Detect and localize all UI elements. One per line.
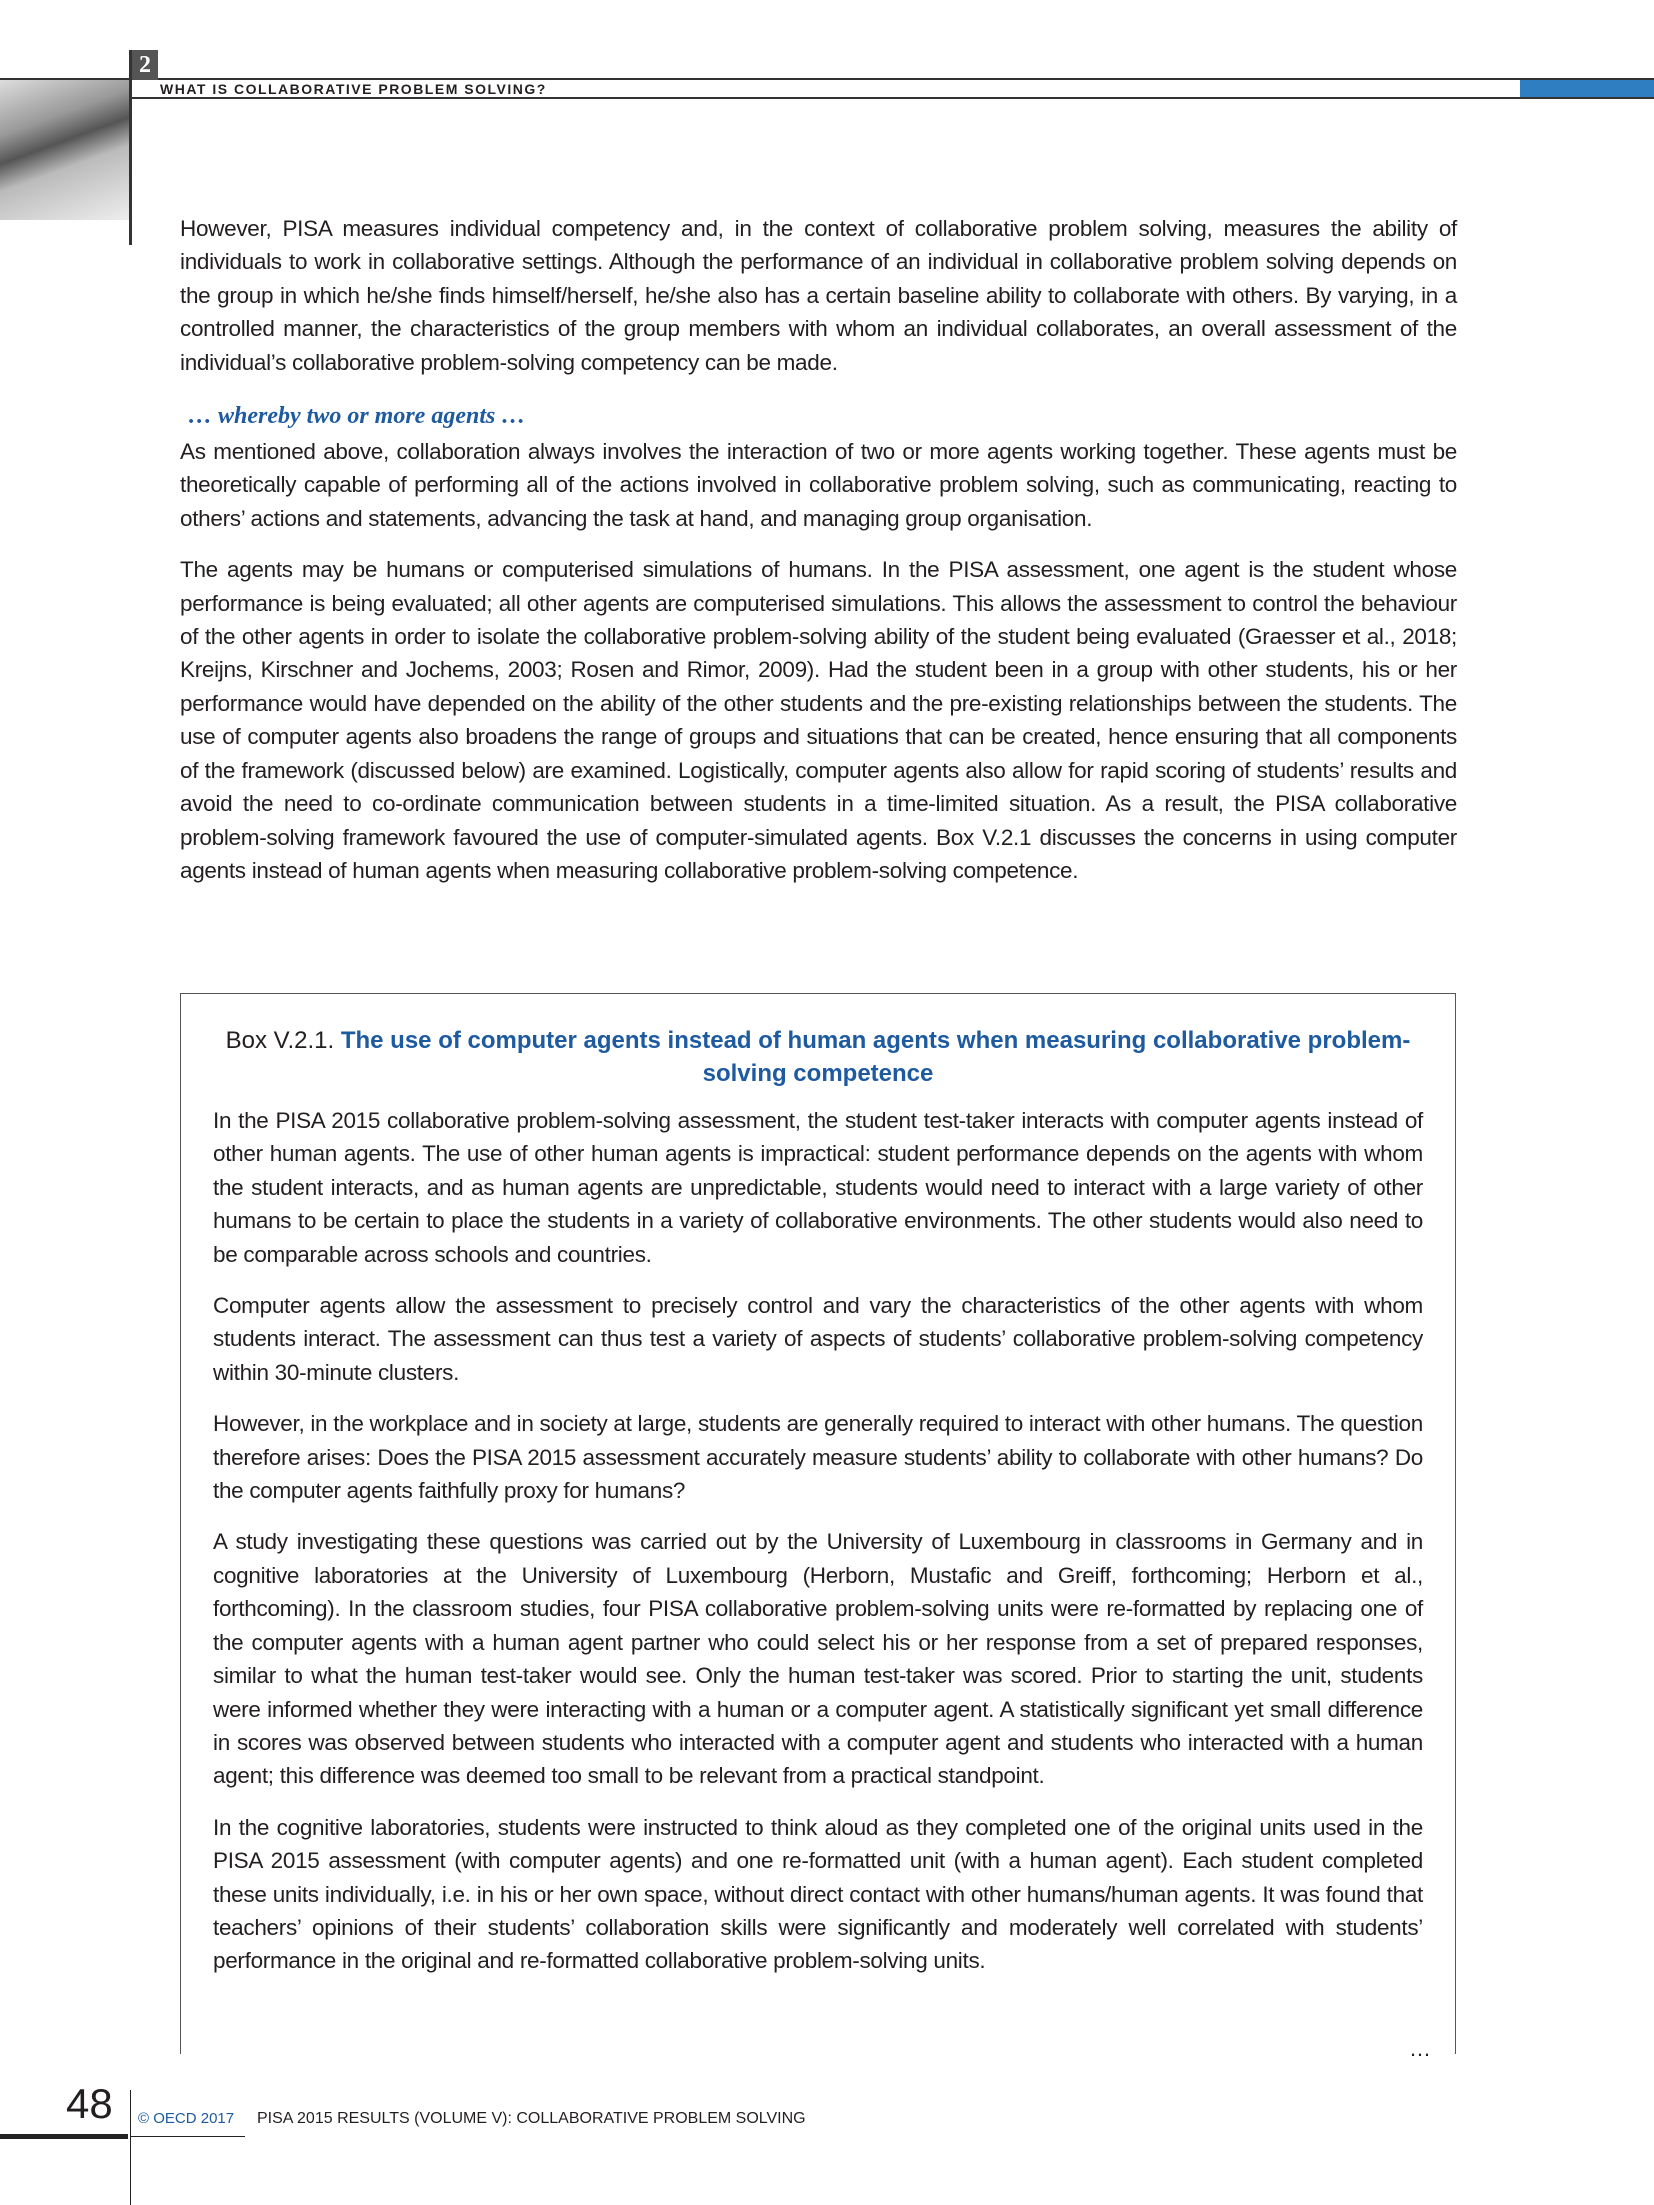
- copyright: © OECD 2017: [138, 2110, 235, 2127]
- box-paragraph: In the PISA 2015 collaborative problem-solving assessment, the student test-taker interacts with computer agents instead of other human agents. The use of other human agents is impractical: student performance depends on the agents with whom the student interacts, and as human agents are unpredictable, students would need to interact with a large variety of other humans to be certain to place the students in a variety of collaborative environments. The other students would also need to be comparable across schools and countries.: [213, 1108, 1423, 1267]
- header-accent-bar: [1520, 80, 1654, 97]
- box-paragraph: However, in the workplace and in society at large, students are generally required to interact with other humans. The question therefore arises: Does the PISA 2015 assessment accurately measure students’ ability to collaborate with other humans? Do the computer agents faithfully proxy for humans?: [213, 1411, 1423, 1504]
- footer-vertical-rule: [130, 2090, 131, 2205]
- continued-marker: …: [1409, 2036, 1431, 2061]
- box-label: Box V.2.1.: [225, 1027, 335, 1054]
- box-paragraph: Computer agents allow the assessment to precisely control and vary the characteristics of the other agents with whom students interact. The assessment can thus test a variety of aspects of students’ collaborative problem-solving competency within 30-minute clusters.: [213, 1293, 1423, 1385]
- body-text: [180, 212, 1457, 905]
- chapter-number: 2: [132, 50, 158, 80]
- box-paragraph: In the cognitive laboratories, students were instructed to think aloud as they completed one of the original units used in the PISA 2015 assessment (with computer agents) and one re-formatted unit (with a human agent). Each student completed these units individually, i.e. in his or her own space, without direct contact with other humans/human agents. It was found that teachers’ opinions of their students’ collaboration skills were significantly and moderately well correlated with students’ performance in the original and re-formatted collaborative problem-solving units.: [213, 1814, 1423, 1974]
- chapter-photo: [0, 80, 130, 220]
- section-heading: … whereby two or more agents …: [188, 403, 526, 430]
- box-v-2-1: [180, 993, 1456, 2061]
- header-vertical-rule: [129, 50, 132, 245]
- paragraph: However, PISA measures individual competency and, in the context of collaborative problem solving, measures the ability of individuals to work in collaborative settings. Although the performance of an individual in collaborative problem solving depends on the group in which he/she finds himself/herself, he/she also has a certain baseline ability to collaborate with others. By varying, in a controlled manner, the characteristics of the group members with whom an individual collaborates, an overall assessment of the individual’s collaborative problem-solving competency can be made.: [180, 216, 1457, 375]
- page-number: 48: [66, 2080, 113, 2127]
- box-heading: The use of computer agents instead of human agents when measuring collaborative problem-solving competence: [340, 1027, 1411, 1087]
- paragraph: The agents may be humans or computerised simulations of humans. In the PISA assessment, one agent is the student whose performance is being evaluated; all other agents are computerised simulations. This allows the assessment to control the behaviour of the other agents in order to isolate the collaborative problem-solving ability of the student being evaluated (Graesser et al., 2018; Kreijns, Kirschner and Jochems, 2003; Rosen and Rimor, 2009). Had the student been in a group with other students, his or her performance would have depended on the ability of the other students and the pre-existing relationships between the students. The use of computer agents also broadens the range of groups and situations that can be created, hence ensuring that all components of the framework (discussed below) are examined. Logistically, computer agents also allow for rapid scoring of students’ results and avoid the need to co-ordinate communication between students in a time-limited situation. As a result, the PISA collaborative problem-solving framework favoured the use of computer-simulated agents. Box V.2.1 discusses the concerns in using computer agents instead of human agents when measuring collaborative problem-solving competence.: [180, 557, 1457, 883]
- publication-title: PISA 2015 RESULTS (VOLUME V): COLLABORATIVE PROBLEM SOLVING: [257, 2110, 806, 2127]
- paragraph: As mentioned above, collaboration always involves the interaction of two or more agents working together. These agents must be theoretically capable of performing all of the actions involved in collaborative problem solving, such as communicating, reacting to others’ actions and statements, advancing the task at hand, and managing group organisation.: [180, 439, 1457, 531]
- box-title: [213, 1024, 1423, 1090]
- running-header-title: WHAT IS COLLABORATIVE PROBLEM SOLVING?: [160, 81, 547, 97]
- box-paragraph: A study investigating these questions was carried out by the University of Luxembourg in classrooms in Germany and in cognitive laboratories at the University of Luxembourg (Herborn, Mustafic and Greiff, forthcoming; Herborn et al., forthcoming). In the classroom studies, four PISA collaborative problem-solving units were re-formatted by replacing one of the computer agents with a human agent partner who could select his or her response from a set of prepared responses, similar to what the human test-taker would see. Only the human test-taker was scored. Prior to starting the unit, students were informed whether they were interacting with a human or a computer agent. A statistically significant yet small difference in scores was observed between students who interacted with a computer agent and students who interacted with a human agent; this difference was deemed too small to be relevant from a practical standpoint.: [213, 1529, 1423, 1789]
- footer-rule: [0, 2134, 128, 2139]
- footer-underline: [130, 2136, 245, 2137]
